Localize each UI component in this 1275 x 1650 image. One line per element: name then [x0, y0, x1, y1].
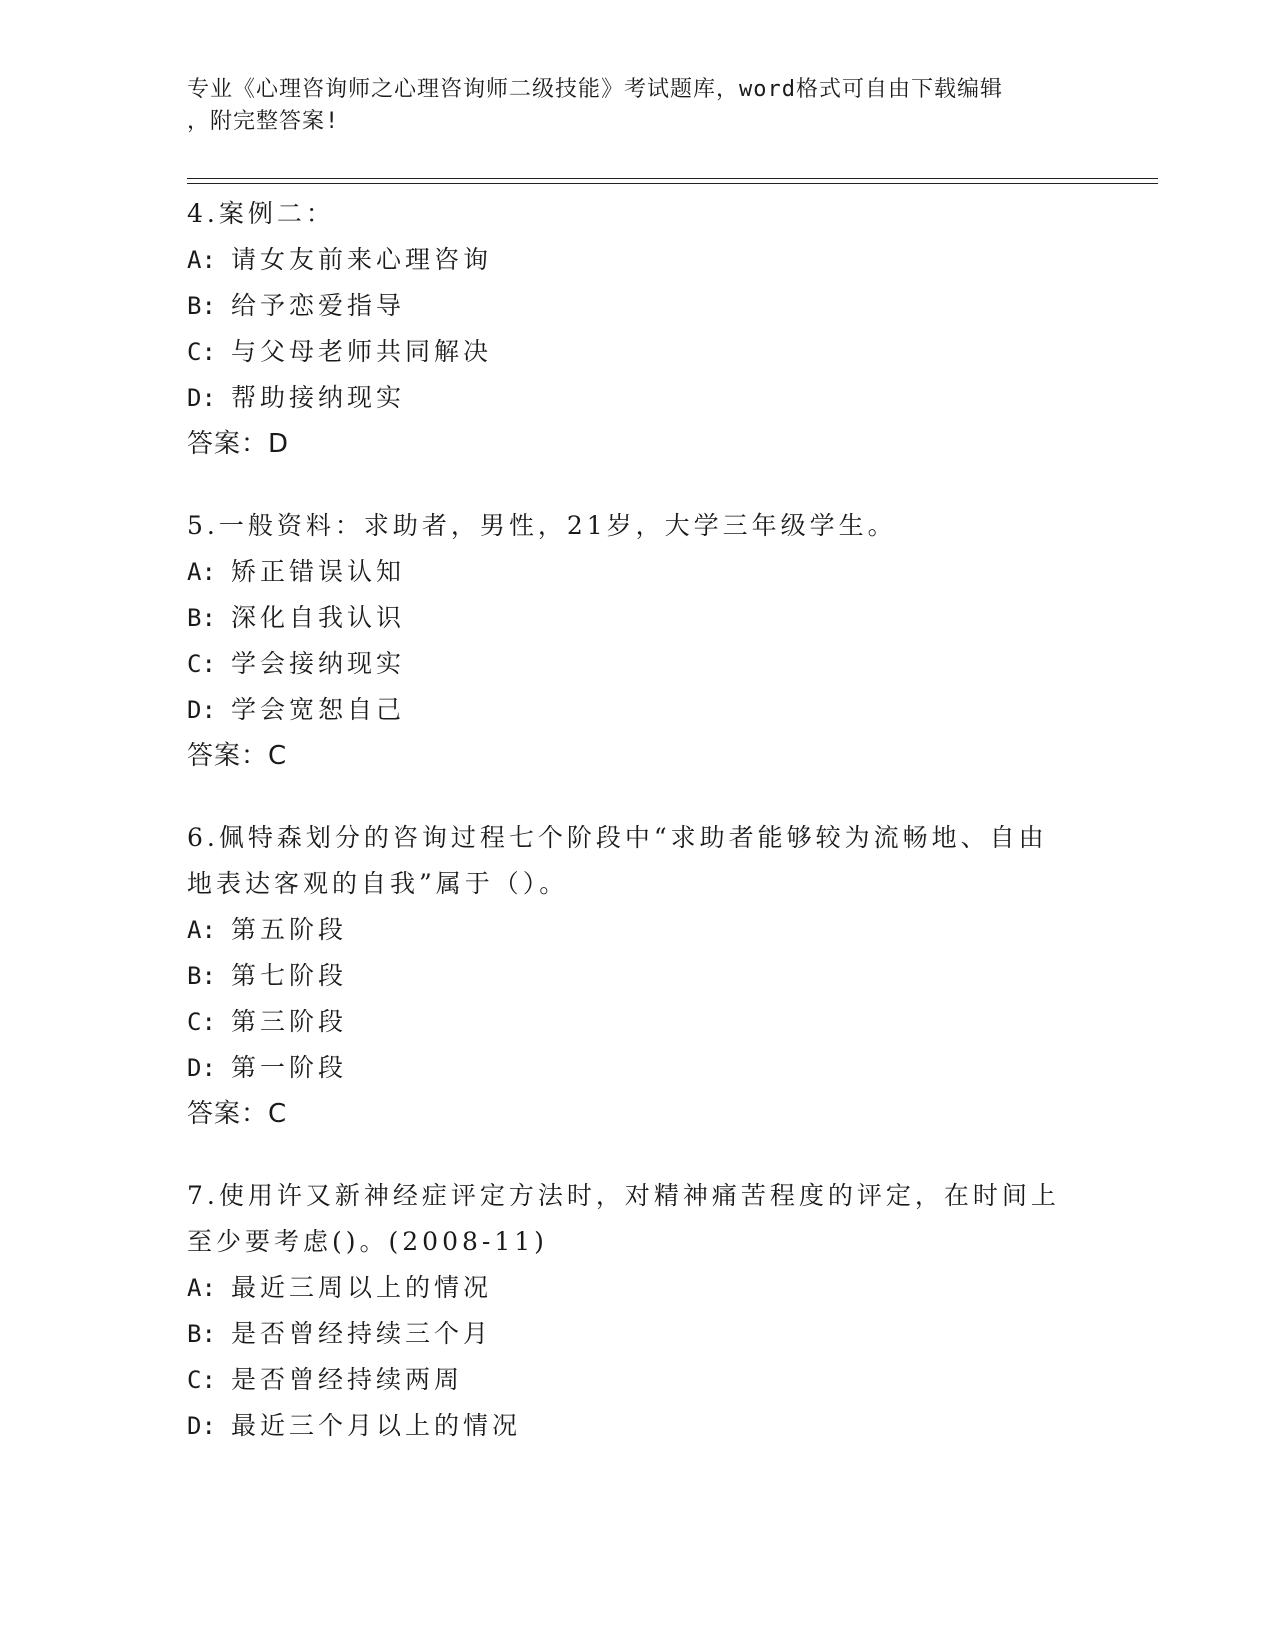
- option-text: 是否曾经持续三个月: [231, 1319, 493, 1348]
- option-letter: A:: [187, 916, 216, 944]
- option-text: 第七阶段: [231, 961, 348, 990]
- option-b: [187, 283, 1087, 329]
- option-letter: C:: [187, 338, 216, 366]
- option-letter: C:: [187, 1366, 216, 1394]
- question-item: [187, 1173, 1087, 1449]
- option-letter: B:: [187, 292, 216, 320]
- option-a: [187, 907, 1087, 953]
- question-stem: 7.使用许又新神经症评定方法时，对精神痛苦程度的评定，在时间上至少要考虑()。(2008-11): [187, 1181, 1060, 1256]
- option-letter: B:: [187, 604, 216, 632]
- option-text: 最近三个月以上的情况: [231, 1411, 522, 1440]
- option-c: [187, 641, 1087, 687]
- document-header: [187, 74, 1067, 138]
- option-a: [187, 237, 1087, 283]
- option-d: [187, 375, 1087, 421]
- option-c: [187, 329, 1087, 375]
- question-list: [187, 191, 1087, 1485]
- option-letter: C:: [187, 650, 216, 678]
- option-letter: C:: [187, 1008, 216, 1036]
- option-letter: B:: [187, 962, 216, 990]
- answer-line: 答案：D: [187, 429, 290, 459]
- answer-line: 答案：C: [187, 741, 288, 771]
- option-letter: D:: [187, 1412, 216, 1440]
- option-text: 帮助接纳现实: [231, 383, 406, 412]
- question-item: [187, 191, 1087, 467]
- option-text: 学会宽恕自己: [231, 695, 406, 724]
- question-stem: 6.佩特森划分的咨询过程七个阶段中“求助者能够较为流畅地、自由地表达客观的自我”属于（）。: [187, 823, 1048, 898]
- option-text: 第一阶段: [231, 1053, 348, 1082]
- question-stem: 5.一般资料：求助者，男性，21岁，大学三年级学生。: [187, 511, 897, 540]
- option-text: 学会接纳现实: [231, 649, 406, 678]
- header-title-line-1: 专业《心理咨询师之心理咨询师二级技能》考试题库，word格式可自由下载编辑: [187, 77, 1003, 102]
- question-item: [187, 815, 1087, 1137]
- option-text: 第三阶段: [231, 1007, 348, 1036]
- header-divider-bottom: [187, 183, 1158, 184]
- option-c: [187, 1357, 1087, 1403]
- option-letter: D:: [187, 1054, 216, 1082]
- question-stem: 4.案例二：: [187, 199, 335, 228]
- option-d: [187, 1045, 1087, 1091]
- option-d: [187, 687, 1087, 733]
- header-title-line-2: ，附完整答案!: [187, 109, 340, 134]
- option-letter: A:: [187, 1274, 216, 1302]
- option-letter: A:: [187, 246, 216, 274]
- option-text: 给予恋爱指导: [231, 291, 406, 320]
- option-a: [187, 549, 1087, 595]
- option-text: 矫正错误认知: [231, 557, 406, 586]
- option-text: 请女友前来心理咨询: [231, 245, 493, 274]
- header-divider-top: [187, 178, 1158, 179]
- option-letter: D:: [187, 696, 216, 724]
- option-text: 最近三周以上的情况: [231, 1273, 493, 1302]
- question-item: [187, 503, 1087, 779]
- option-letter: A:: [187, 558, 216, 586]
- option-text: 第五阶段: [231, 915, 348, 944]
- option-text: 深化自我认识: [231, 603, 406, 632]
- option-b: [187, 1311, 1087, 1357]
- option-a: [187, 1265, 1087, 1311]
- option-d: [187, 1403, 1087, 1449]
- option-text: 是否曾经持续两周: [231, 1365, 464, 1394]
- option-b: [187, 953, 1087, 999]
- option-text: 与父母老师共同解决: [231, 337, 493, 366]
- option-c: [187, 999, 1087, 1045]
- option-b: [187, 595, 1087, 641]
- option-letter: B:: [187, 1320, 216, 1348]
- answer-line: 答案：C: [187, 1099, 288, 1129]
- option-letter: D:: [187, 384, 216, 412]
